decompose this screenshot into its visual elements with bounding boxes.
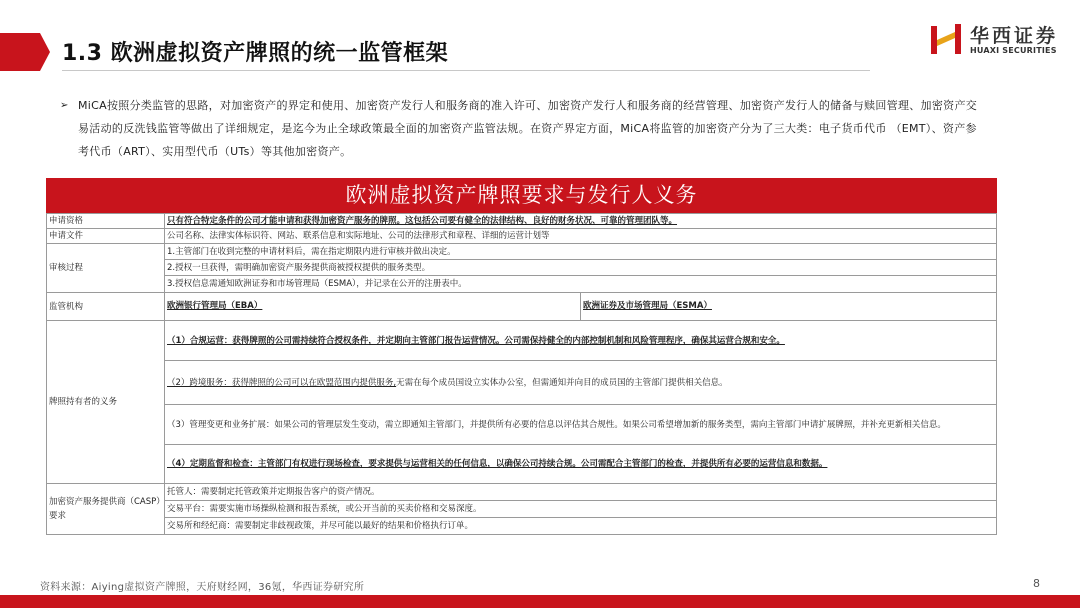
table-row [47,214,997,229]
obligation-compliance: （1）合规运营：获得牌照的公司需持续符合授权条件，并定期向主管部门报告运营情况。公司需保持健全的内部控制机制和风险管理程序，确保其运营合规和安全。 [165,321,996,361]
brand-logo [930,20,1060,60]
table-title: 欧洲虚拟资产牌照要求与发行人义务 [46,178,997,213]
slide-title: 1.3 欧洲虚拟资产牌照的统一监管框架 [62,41,449,66]
table-row [47,229,997,244]
review-step-2: 2.授权一旦获得，需明确加密资产服务提供商被授权提供的服务类型。 [165,260,996,276]
qualification-text: 只有符合特定条件的公司才能申请和获得加密资产服务的牌照。这包括公司要有健全的法律结构、良好的财务状况、可靠的管理团队等。 [165,214,997,229]
review-step-3: 3.授权信息需通知欧洲证券和市场管理局（ESMA），并记录在公开的注册表中。 [167,279,467,289]
regulator-eba: 欧洲银行管理局（EBA） [165,293,581,320]
row-label-casp: 加密资产服务提供商（CASP）要求 [47,484,165,535]
review-cell [165,244,997,293]
brand-name-cn: 华西证券 [970,25,1059,47]
casp-custodian: 托管人：需要制定托管政策并定期报告客户的资产情况。 [165,484,996,501]
obligation-management-change: （3）管理变更和业务扩展：如果公司的管理层发生变动，需立即通知主管部门，并提供所有必要的信息以评估其合规性。如果公司希望增加新的服务类型，需向主管部门申请扩展牌照，并补充更新相关信息。 [165,405,996,445]
table-row [47,244,997,293]
row-label-qualification: 申请资格 [47,214,165,229]
intro-text: MiCA按照分类监管的思路，对加密资产的界定和使用、加密资产发行人和服务商的准入许可、加密资产发行人和服务商的经营管理、加密资产发行人的储备与赎回管理、加密资产交易活动的反洗钱监管等做出了详细规定，是迄今为止全球政策最全面的加密资产监管法规。在资产界定方面，MiCA将监管的加密资产分为了三大类：电子货币代币 （EMT）、资产参考代币（ART）、实用型代币（UTs）等其他加密资产。 [78,99,978,158]
row-label-documents: 申请文件 [47,229,165,244]
row-label-regulator: 监管机构 [47,293,165,321]
intro-paragraph [60,94,980,163]
documents-text: 公司名称、法律实体标识符、网站、联系信息和实际地址、公司的法律形式和章程、详细的运营计划等 [165,229,997,244]
regulator-cell [165,293,997,321]
casp-trading-platform: 交易平台：需要实施市场操纵检测和报告系统，或公开当前的买卖价格和交易深度。 [165,501,996,518]
row-label-review: 审核过程 [47,244,165,293]
obligations-cell [165,321,997,484]
table-row [47,321,997,484]
brand-name-en: HUAXI SECURITIES [970,46,1057,55]
casp-exchange-broker: 交易所和经纪商：需要制定非歧视政策，并尽可能以最好的结果和价格执行订单。 [167,521,474,531]
page-number: 8 [1033,577,1040,590]
title-accent-flag [0,33,50,71]
casp-cell [165,484,997,535]
title-divider [62,70,870,71]
obligation-supervision: （4）定期监督和检查：主管部门有权进行现场检查，要求提供与运营相关的任何信息，以确保公司持续合规。公司需配合主管部门的检查，并提供所有必要的运营信息和数据。 [167,459,828,469]
regulator-esma: 欧洲证券及市场管理局（ESMA） [583,301,712,311]
source-note: 资料来源：Aiying虚拟资产牌照，天府财经网，36氪，华西证券研究所 [40,582,365,593]
footer-bar [0,595,1080,608]
table-row [47,484,997,535]
row-label-obligations: 牌照持有者的义务 [47,321,165,484]
bullet-arrow-icon: ➢ [60,100,69,111]
license-requirements-table [46,178,997,535]
review-step-1: 1.主管部门在收到完整的申请材料后，需在指定期限内进行审核并做出决定。 [165,244,996,260]
huaxi-logo-icon [930,22,962,56]
table-row [47,293,997,321]
obligation-crossborder: （2）跨境服务：获得牌照的公司可以在欧盟范围内提供服务, 无需在每个成员国设立实体办公室，但需通知并向目的成员国的主管部门提供相关信息。 [165,361,996,405]
